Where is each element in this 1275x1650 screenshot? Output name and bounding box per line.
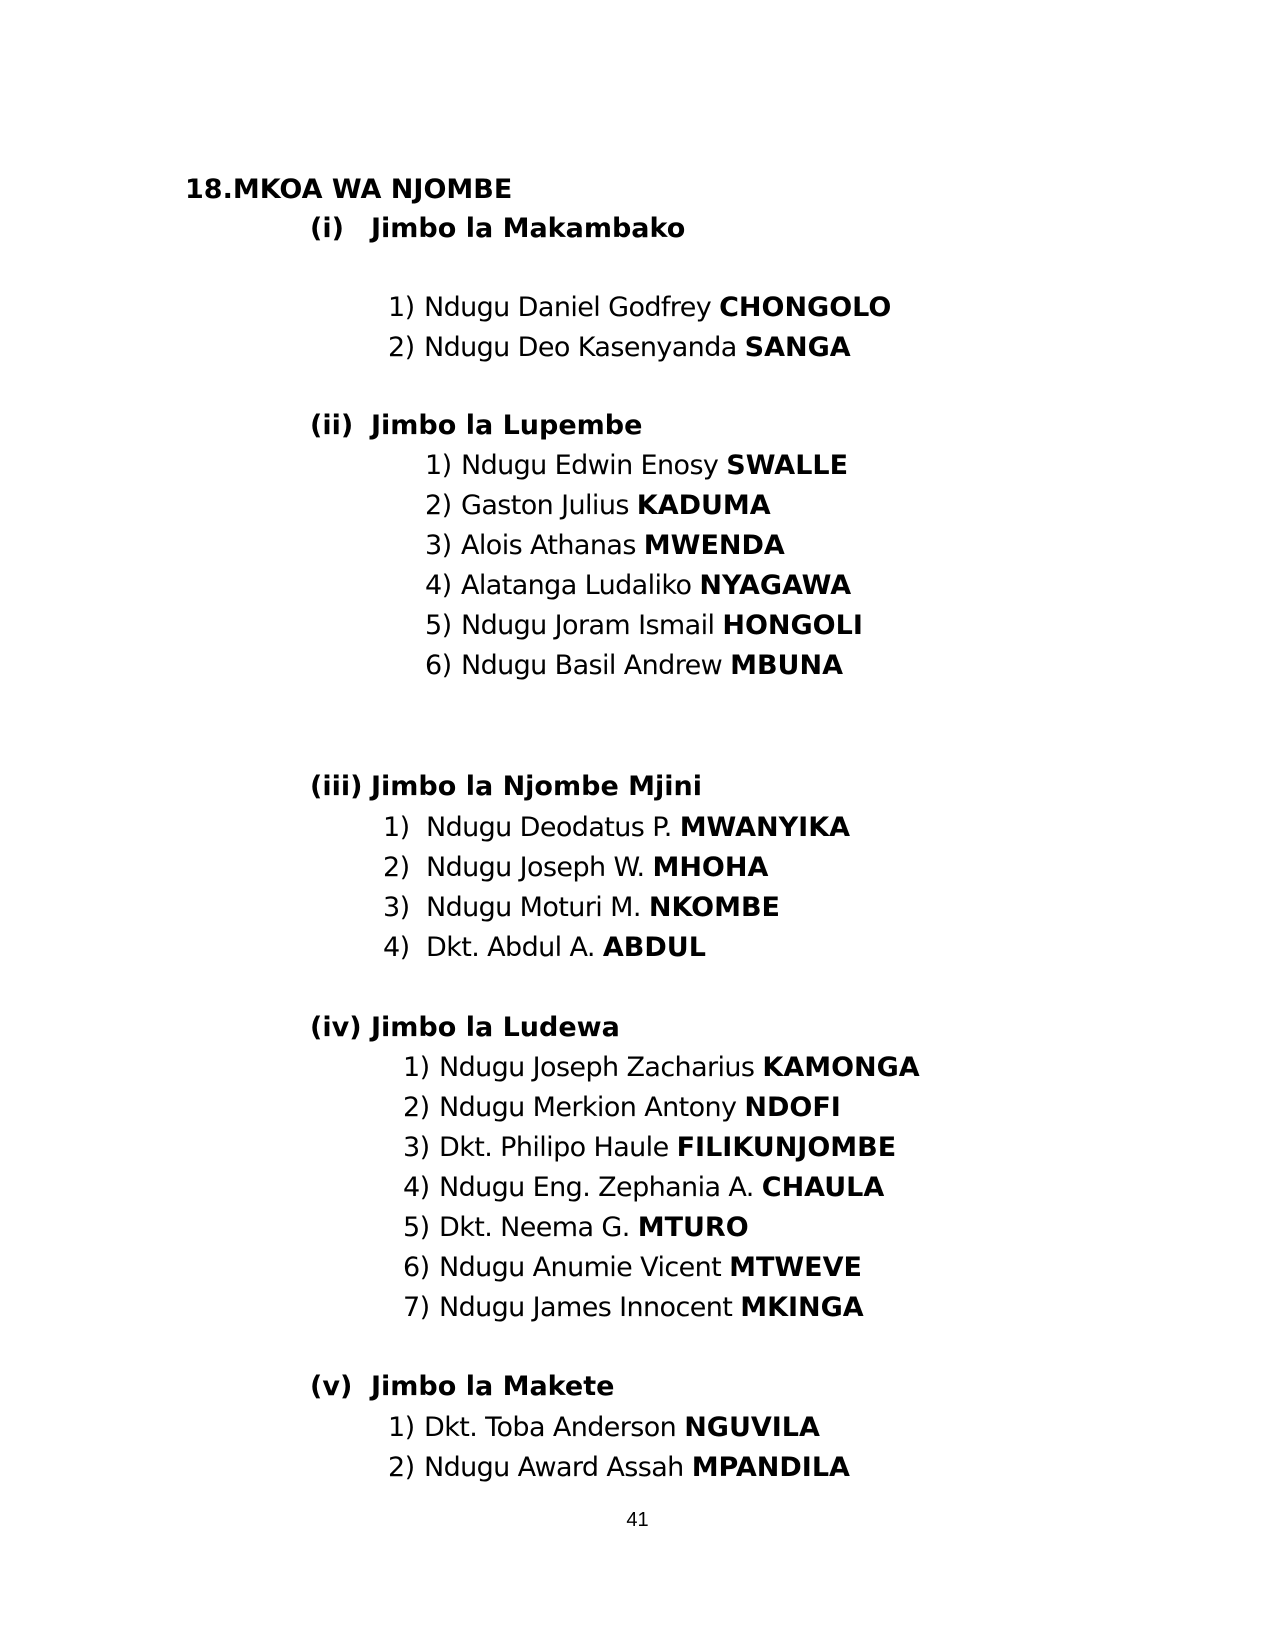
entry-given-name: Ndugu Basil Andrew [461,650,731,681]
entry-surname: FILIKUNJOMBE [676,1132,897,1163]
entry-number: 6) [425,650,452,681]
page-number: 41 [626,1509,649,1531]
section-heading-makete [310,1369,614,1405]
page-title: 18.MKOA WA NJOMBE [185,174,513,205]
entry-surname: ABDUL [602,932,706,963]
section-name: Jimbo la Makambako [371,213,686,244]
entry-surname: MTWEVE [729,1252,862,1283]
entry-surname: CHONGOLO [719,292,892,323]
entry-surname: MWENDA [643,530,785,561]
list-item [403,1290,864,1326]
section-name: Jimbo la Njombe Mjini [371,771,703,802]
entry-surname: KAMONGA [762,1052,920,1083]
entry-surname: MTURO [637,1212,749,1243]
entry-number: 3) [425,530,452,561]
list-item [425,568,851,604]
section-name: Jimbo la Lupembe [371,410,643,441]
list-item [388,290,891,326]
entry-number: 2) [403,1092,430,1123]
list-item [383,850,768,886]
list-item [403,1250,862,1286]
entry-surname: MHOHA [652,852,769,883]
entry-given-name: Ndugu Moturi M. [426,892,649,923]
section-name: Jimbo la Makete [371,1371,615,1402]
entry-number: 1) [388,1412,415,1443]
list-item [425,448,848,484]
section-heading-lupembe [310,408,642,444]
entry-surname: CHAULA [761,1172,885,1203]
entry-given-name: Ndugu James Innocent [439,1292,741,1323]
entry-given-name: Ndugu Merkion Antony [439,1092,745,1123]
entry-surname: NDOFI [744,1092,841,1123]
entry-given-name: Dkt. Neema G. [439,1212,638,1243]
entry-surname: NYAGAWA [699,570,852,601]
entry-given-name: Ndugu Deo Kasenyanda [424,332,745,363]
entry-number: 5) [403,1212,430,1243]
entry-given-name: Ndugu Joram Ismail [461,610,723,641]
entry-number: 2) [383,852,410,883]
entry-surname: MBUNA [730,650,843,681]
list-item [383,930,706,966]
entry-given-name: Dkt. Toba Anderson [424,1412,685,1443]
section-numeral: (ii) [310,410,354,441]
list-item [403,1050,920,1086]
entry-given-name: Ndugu Joseph W. [426,852,653,883]
entry-given-name: Ndugu Deodatus P. [426,812,680,843]
entry-number: 2) [388,332,415,363]
list-item [425,488,771,524]
section-name: Jimbo la Ludewa [371,1012,620,1043]
list-item [388,330,851,366]
entry-number: 2) [388,1452,415,1483]
section-numeral: (v) [310,1371,353,1402]
entry-number: 1) [425,450,452,481]
section-heading-makambako [310,211,685,247]
section-numeral: (i) [310,213,344,244]
entry-number: 4) [383,932,410,963]
entry-number: 1) [388,292,415,323]
entry-number: 1) [383,812,410,843]
entry-number: 2) [425,490,452,521]
entry-number: 3) [383,892,410,923]
entry-number: 3) [403,1132,430,1163]
entry-given-name: Ndugu Joseph Zacharius [439,1052,763,1083]
list-item [403,1130,896,1166]
entry-surname: MKINGA [740,1292,864,1323]
entry-given-name: Ndugu Eng. Zephania A. [439,1172,762,1203]
list-item [388,1450,850,1486]
section-heading-njombe-mjini [310,769,702,805]
entry-number: 4) [403,1172,430,1203]
list-item [425,528,785,564]
list-item [425,648,843,684]
entry-given-name: Dkt. Philipo Haule [439,1132,677,1163]
list-item [403,1090,841,1126]
entry-surname: SWALLE [726,450,849,481]
entry-number: 1) [403,1052,430,1083]
entry-given-name: Gaston Julius [461,490,637,521]
entry-given-name: Ndugu Daniel Godfrey [424,292,720,323]
section-numeral: (iv) [310,1012,362,1043]
entry-given-name: Ndugu Anumie Vicent [439,1252,730,1283]
entry-surname: NGUVILA [684,1412,820,1443]
section-numeral: (iii) [310,771,363,802]
list-item [425,608,863,644]
entry-surname: NKOMBE [648,892,780,923]
entry-given-name: Alatanga Ludaliko [461,570,700,601]
list-item [383,810,850,846]
entry-given-name: Alois Athanas [461,530,644,561]
entry-number: 6) [403,1252,430,1283]
entry-surname: HONGOLI [722,610,863,641]
section-heading-ludewa [310,1010,620,1046]
entry-number: 4) [425,570,452,601]
entry-number: 5) [425,610,452,641]
entry-given-name: Dkt. Abdul A. [426,932,603,963]
list-item [403,1210,749,1246]
list-item [383,890,780,926]
list-item [403,1170,884,1206]
entry-surname: MWANYIKA [679,812,851,843]
entry-given-name: Ndugu Award Assah [424,1452,692,1483]
list-item [388,1410,820,1446]
entry-surname: MPANDILA [691,1452,850,1483]
entry-number: 7) [403,1292,430,1323]
entry-given-name: Ndugu Edwin Enosy [461,450,727,481]
entry-surname: SANGA [744,332,851,363]
entry-surname: KADUMA [636,490,771,521]
